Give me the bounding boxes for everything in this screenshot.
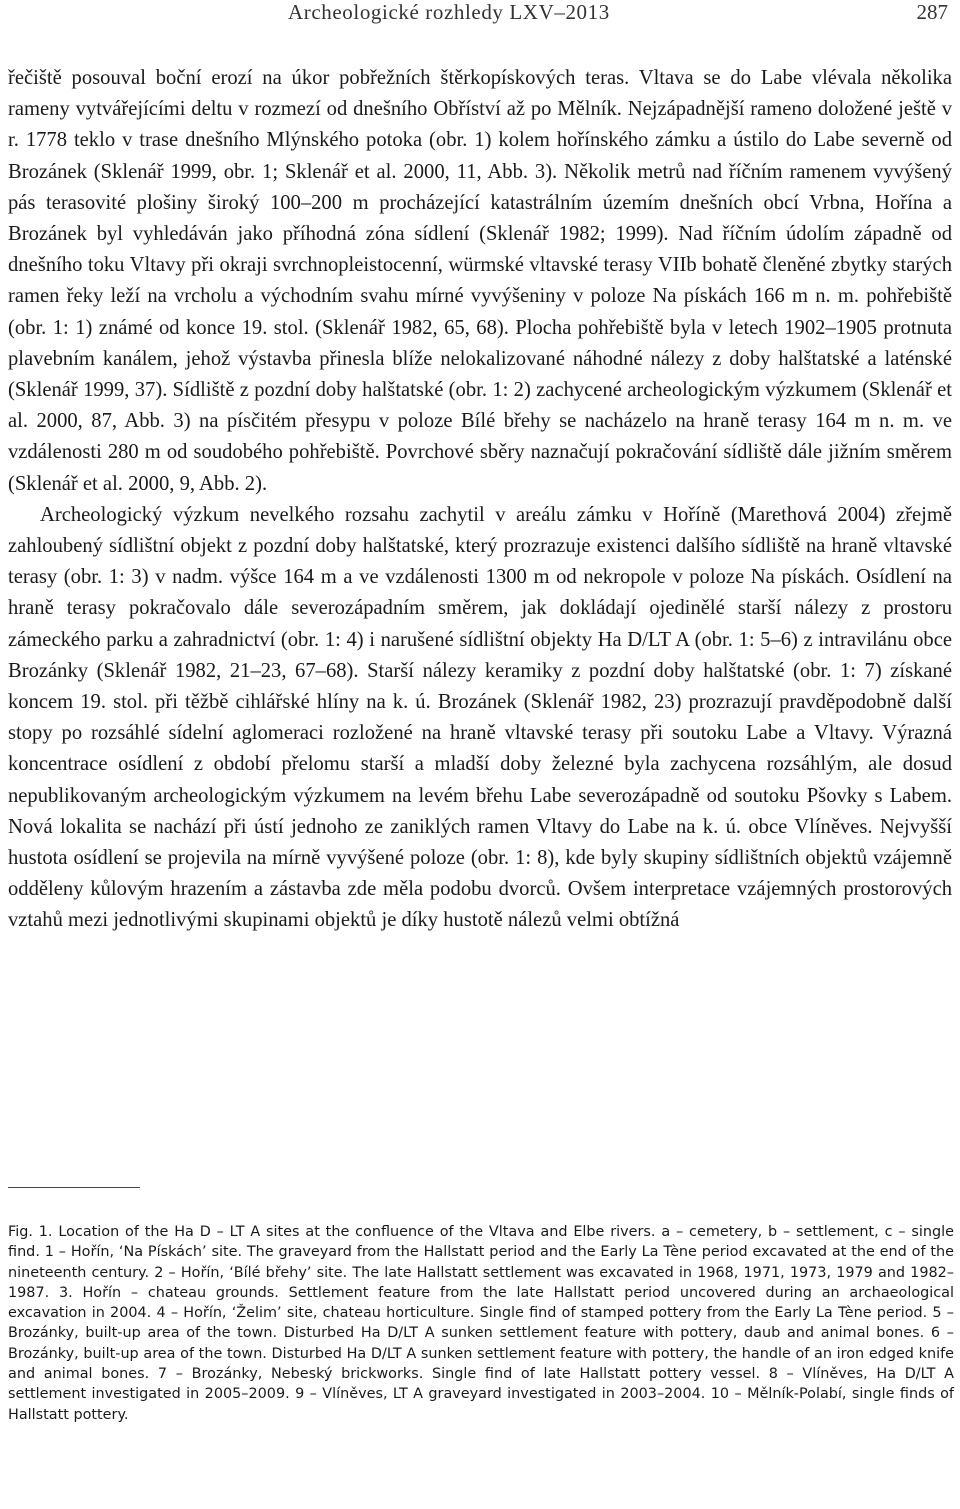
paragraph-2: Archeologický výzkum nevelkého rozsahu zachytil v areálu zámku v Hoříně (Marethová 2004) zřejmě zahloubený sídlištní objekt z pozdní doby halštatské, který prozrazuje existenci dalšího sídliště na hraně vltavské terasy (obr. 1: 3) v nadm. výšce 164 m a ve vzdálenosti 1300 m od nekropole v poloze Na pískách. Osídlení na hraně terasy pokračovalo dále severozápadním směrem, jak dokládají ojedinělé starší nálezy z prostoru zámeckého parku a zahradnictví (obr. 1: 4) i narušené sídlištní objekty Ha D/LT A (obr. 1: 5–6) z intravilánu obce Brozánky (Sklenář 1982, 21–23, 67–68). Starší nálezy keramiky z pozdní doby halštatské (obr. 1: 7) získané koncem 19. stol. při těžbě cihlářské hlíny na k. ú. Brozánek (Sklenář 1982, 23) prozrazují pravděpodobně další stopy po rozsáhlé sídelní aglomeraci rozložené na hraně vltavské terasy při soutoku Labe a Vltavy. Výrazná koncentrace osídlení z období přelomu starší a mladší doby železné byla zachycena rozsáhlým, ale dosud nepublikovaným archeologickým výzkumem na levém břehu Labe severozápadně od soutoku Pšovky s Labem. Nová lokalita se nachází při ústí jednoho ze zaniklých ramen Vltavy do Labe na k. ú. obce Vlíněves. Nejvyšší hustota osídlení se projevila na mírně vyvýšené poloze (obr. 1: 8), kde byly skupiny sídlištních objektů vzájemně odděleny kůlovým hrazením a zástavba zde měla podobu dvorců. Ovšem interpretace vzájemných prostorových vztahů mezi jednotlivými skupinami objektů je díky hustotě nálezů velmi obtížná [8, 503, 952, 932]
caption-divider [8, 1187, 140, 1188]
paragraph-1: řečiště posouval boční erozí na úkor pobřežních štěrkopískových teras. Vltava se do Labe vlévala několika rameny vytvářejícími deltu v rozmezí od dnešního Obříství až po Mělník. Nejzápadnější rameno doložené ještě v r. 1778 teklo v trase dnešního Mlýnského potoka (obr. 1) kolem hořínského zámku a ústilo do Labe severně od Brozánek (Sklenář 1999, obr. 1; Sklenář et al. 2000, 11, Abb. 3). Několik metrů nad říčním ramenem vyvýšený pás terasovité plošiny široký 100–200 m procházející katastrálním územím dnešních obcí Vrbna, Hořína a Brozánek byl vyhledáván jako příhodná zóna sídlení (Sklenář 1982; 1999). Nad říčním údolím západně od dnešního toku Vltavy při okraji svrchnopleistocenní, würmské vltavské terasy VIIb bohatě členěné zbytky starých ramen řeky leží na vrcholu a východním svahu mírné vyvýšeniny v poloze Na pískách 166 m n. m. pohřebiště (obr. 1: 1) známé od konce 19. stol. (Sklenář 1982, 65, 68). Plocha pohřebiště byla v letech 1902–1905 protnuta plavebním kanálem, jehož výstavba přinesla blíže nelokalizované náhodné nálezy z doby halštatské a laténské (Sklenář 1999, 37). Sídliště z pozdní doby halštatské (obr. 1: 2) zachycené archeologickým výzkumem (Sklenář et al. 2000, 87, Abb. 3) na písčitém přesypu v poloze Bílé břehy se nacházelo na hraně terasy 164 m n. m. ve vzdálenosti 280 m od soudobého pohřebiště. Povrchové sběry naznačují pokračování sídliště dále jižním směrem (Sklenář et al. 2000, 9, Abb. 2). [8, 67, 952, 495]
page-header [8, 0, 952, 30]
body-text [8, 63, 952, 937]
figure-caption-text: Fig. 1. Location of the Ha D – LT A sites at the confluence of the Vltava and Elbe rivers. a – cemetery, b – settlement, c – single find. 1 – Hořín, ‘Na Pískách’ site. The graveyard from the Hallstatt period and the Early La Tène period excavated at the end of the nineteenth century. 2 – Hořín, ‘Bílé břehy’ site. The late Hallstatt settlement was excavated in 1968, 1971, 1973, 1979 and 1982–1987. 3. Hořín – chateau grounds. Settlement feature from the late Hallstatt period uncovered during an archaeological excavation in 2004. 4 – Hořín, ‘Želim’ site, chateau horticulture. Single find of stamped pottery from the Early La Tène period. 5 – Brozánky, built-up area of the town. Disturbed Ha D/LT A sunken settlement feature with pottery, daub and animal bones. 6 – Brozánky, built-up area of the town. Disturbed Ha D/LT A sunken settlement feature with pottery, the handle of an iron edged knife and animal bones. 7 – Brozánky, Nebeský brickworks. Single find of late Hallstatt pottery vessel. 8 – Vlíněves, Ha D/LT A settlement investigated in 2005–2009. 9 – Vlíněves, LT A graveyard investigated in 2003–2004. 10 – Mělník-Polabí, single finds of Hallstatt pottery. [8, 1224, 954, 1423]
figure-caption [8, 1222, 954, 1425]
running-title: Archeologické rozhledy LXV–2013 [288, 0, 610, 24]
page-number: 287 [916, 0, 948, 24]
